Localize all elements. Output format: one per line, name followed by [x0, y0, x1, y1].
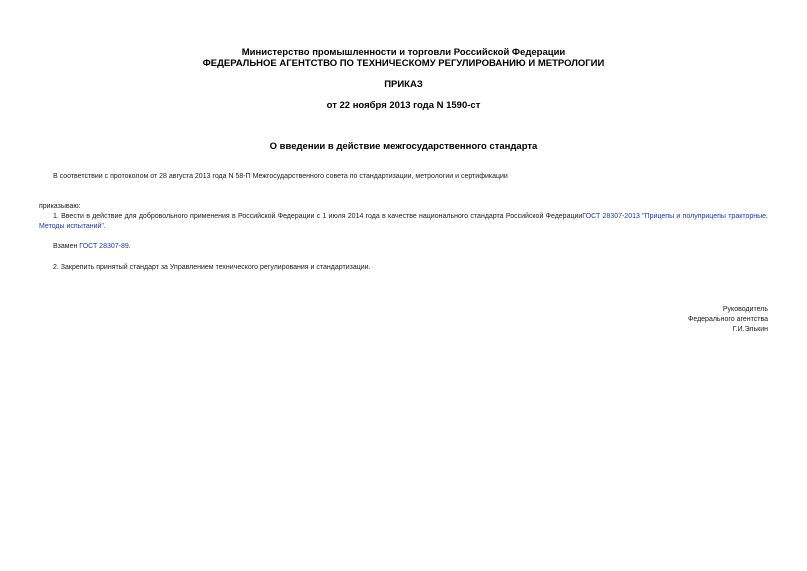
signature-agency: Федерального агентства: [688, 316, 768, 323]
item-1-paragraph: [39, 212, 768, 232]
gost-28307-89-link[interactable]: ГОСТ 28307-89: [79, 243, 129, 250]
preamble-paragraph: В соответствии с протоколом от 28 августа 2013 года N 58-П Межгосударственного совета по стандартизации, метрологии и сертификации: [53, 173, 508, 180]
signature-position: Руководитель: [722, 306, 768, 313]
order-word: приказываю:: [39, 203, 81, 210]
gost-28307-2013-link[interactable]: ГОСТ 28307-2013 "Прицепы и полуприцепы тракторные. Методы испытаний": [39, 213, 769, 230]
replacement-end: .: [128, 243, 131, 250]
replacement-prefix: Взамен: [53, 243, 80, 250]
agency-name: ФЕДЕРАЛЬНОЕ АГЕНТСТВО ПО ТЕХНИЧЕСКОМУ РЕГУЛИРОВАНИЮ И МЕТРОЛОГИИ: [202, 58, 605, 69]
document-type: ПРИКАЗ: [384, 79, 423, 90]
item-2-paragraph: 2. Закрепить принятый стандарт за Управлением технического регулирования и стандартизации.: [53, 264, 371, 271]
item-1-text: 1. Ввести в действие для добровольного применения в Российской Федерации с 1 июля 2014 года в качестве национального стандарта Российской Федерации: [53, 213, 583, 220]
item-1-end: .: [103, 223, 106, 230]
signature-name: Г.И.Элькин: [732, 326, 768, 333]
ministry-name: Министерство промышленности и торговли Российской Федерации: [241, 47, 566, 58]
document-date-number: от 22 ноября 2013 года N 1590-ст: [326, 100, 481, 111]
document-title: О введении в действие межгосударственного стандарта: [269, 141, 538, 152]
replacement-paragraph: [53, 242, 131, 252]
